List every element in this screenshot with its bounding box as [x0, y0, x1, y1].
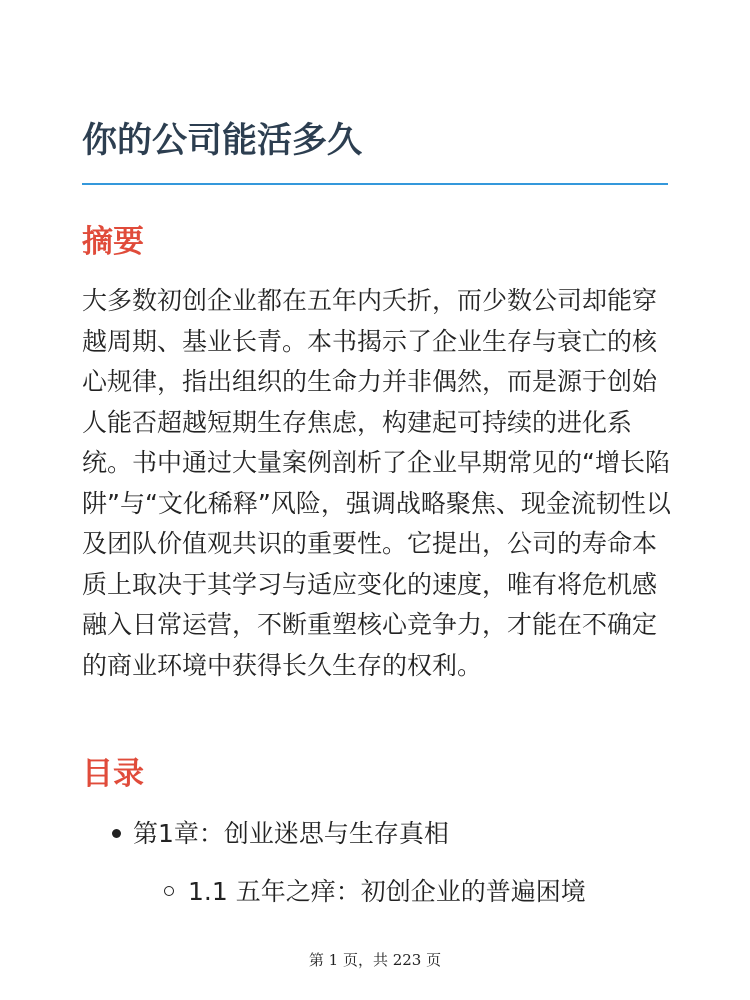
toc-item-label: 1.1 五年之痒：初创企业的普遍困境 — [188, 877, 586, 906]
bullet-circle-icon — [164, 886, 174, 896]
document-title: 你的公司能活多久 — [82, 121, 363, 161]
page-number-footer: 第 1 页，共 223 页 — [308, 951, 442, 969]
bullet-disc-icon — [112, 829, 121, 838]
abstract-body: 大多数初创企业都在五年内夭折，而少数公司却能穿越周期、基业长青。本书揭示了企业生存与衰亡的核心规律，指出组织的生命力并非偶然，而是源于创始人能否超越短期生存焦虑，构建起可持续的进化系统。书中通过大量案例剖析了企业早期常见的“增长陷阱”与“文化稀释”风险，强调战略聚焦、现金流韧性以及团队价值观共识的重要性。它提出，公司的寿命本质上取决于其学习与适应变化的速度，唯有将危机感融入日常运营，不断重塑核心竞争力，才能在不确定的商业环境中获得长久生存的权利。 — [82, 286, 671, 680]
toc-item-label: 第1章：创业迷思与生存真相 — [133, 819, 449, 848]
toc-item-chapter-1[interactable] — [112, 816, 449, 852]
toc-heading: 目录 — [82, 756, 144, 792]
abstract-heading: 摘要 — [82, 224, 144, 260]
title-divider — [82, 183, 668, 185]
toc-item-section-1-1[interactable] — [164, 874, 586, 910]
